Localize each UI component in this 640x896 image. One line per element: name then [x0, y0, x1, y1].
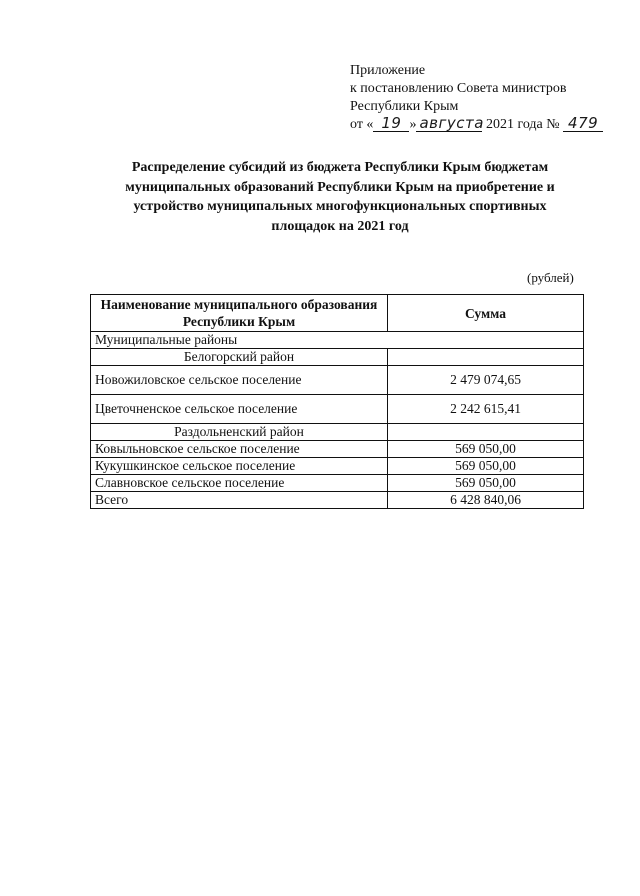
row-name: Славновское сельское поселение: [91, 475, 388, 492]
appendix-label: Приложение: [350, 63, 426, 78]
doc-number-handwritten: 479: [563, 116, 603, 132]
date-day-handwritten: 19: [373, 116, 409, 132]
date-year: 2021 года №: [485, 117, 560, 132]
row-sum: 2 242 615,41: [388, 395, 584, 424]
total-label: Всего: [91, 492, 388, 509]
section-municipal-districts: Муниципальные районы: [91, 332, 584, 349]
row-name: Новожиловское сельское поселение: [91, 366, 388, 395]
appendix-block: [350, 62, 603, 134]
table-row: [91, 395, 584, 424]
table-row: [91, 349, 584, 366]
appendix-date-line: [350, 116, 603, 134]
empty-cell: [388, 349, 584, 366]
table-row: [91, 458, 584, 475]
table-row: [91, 424, 584, 441]
empty-cell: [388, 424, 584, 441]
header-name: Наименование муниципального образования Республики Крым: [91, 295, 388, 332]
row-sum: 569 050,00: [388, 441, 584, 458]
document-title: Распределение субсидий из бюджета Республики Крым бюджетам муниципальных образований Республики Крым на приобретение и устройство муниципальных многофункциональных спортивных площадок на 2021 год: [125, 160, 555, 234]
date-mid: »: [409, 117, 417, 132]
table-row: [91, 475, 584, 492]
date-month-handwritten: августа: [416, 116, 482, 132]
subsidy-table: [90, 294, 584, 509]
date-prefix: от «: [350, 117, 374, 132]
appendix-republic: Республики Крым: [350, 99, 459, 114]
row-name: Цветочненское сельское поселение: [91, 395, 388, 424]
row-sum: 569 050,00: [388, 458, 584, 475]
header-sum: Сумма: [388, 295, 584, 332]
district-belogorsky: Белогорский район: [91, 349, 388, 366]
table-row: [91, 441, 584, 458]
row-name: Кукушкинское сельское поселение: [91, 458, 388, 475]
row-sum: 569 050,00: [388, 475, 584, 492]
row-name: Ковыльновское сельское поселение: [91, 441, 388, 458]
appendix-resolution: к постановлению Совета министров: [350, 81, 567, 96]
units-label: (рублей): [527, 270, 574, 285]
total-row: [91, 492, 584, 509]
table-row: [91, 366, 584, 395]
total-sum: 6 428 840,06: [388, 492, 584, 509]
table-row: [91, 332, 584, 349]
district-razdolnensky: Раздольненский район: [91, 424, 388, 441]
table-header-row: [91, 295, 584, 332]
row-sum: 2 479 074,65: [388, 366, 584, 395]
